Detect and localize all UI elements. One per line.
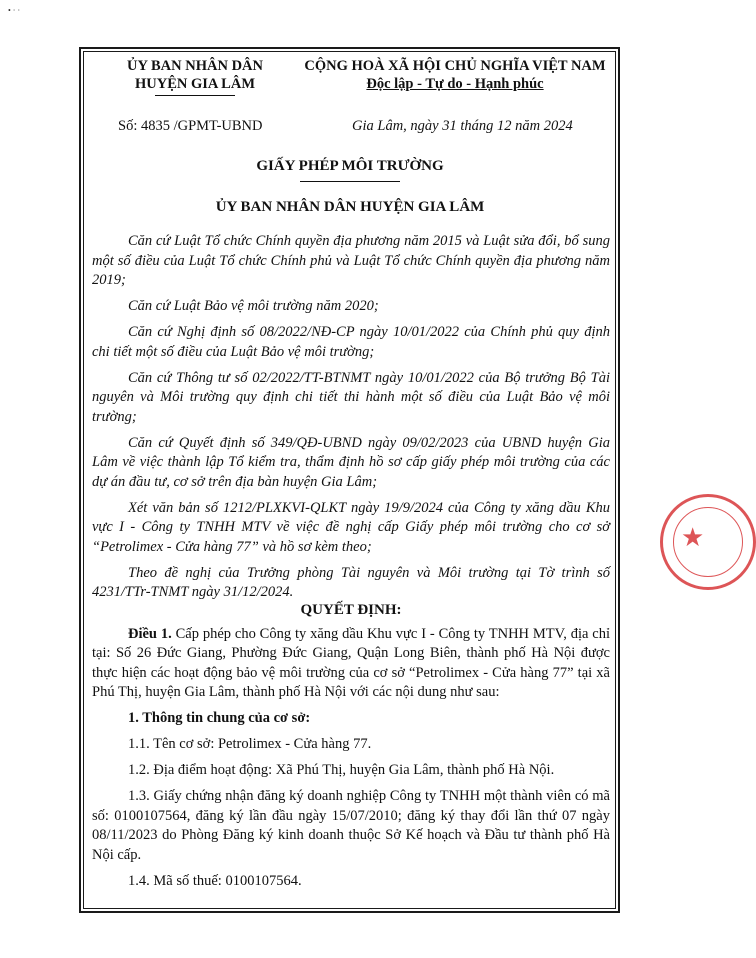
info-item: 1.3. Giấy chứng nhận đăng ký doanh nghiệp Công ty TNHH một thành viên có mã số: 0100107564, đăng ký lần đầu ngày 15/07/2010; đăng ký thay đổi lần thứ 07 ngày 08/11/2023 do Phòng Đăng ký kinh doanh thuộc Sở Kế hoạch và Đầu tư thành phố Hà Nội cấp. — [92, 788, 610, 863]
scan-specks: • · · — [8, 6, 21, 15]
preamble-paragraph: Căn cứ Nghị định số 08/2022/NĐ-CP ngày 10/01/2022 của Chính phủ quy định chi tiết một số điều của Luật Bảo vệ môi trường; — [92, 324, 610, 360]
preamble-paragraph: Xét văn bản số 1212/PLXKVI-QLKT ngày 19/9/2024 của Công ty xăng dầu Khu vực I - Công ty TNHH MTV về việc đề nghị cấp Giấy phép môi trường cho cơ sở “Petrolimex - Cửa hàng 77” và hồ sơ kèm theo; — [92, 499, 610, 555]
info-item: 1.1. Tên cơ sở: Petrolimex - Cửa hàng 77. — [128, 736, 372, 752]
title-underline — [300, 181, 400, 182]
issuer-header — [100, 57, 290, 96]
section-1-title: 1. Thông tin chung của cơ sở: — [128, 710, 311, 726]
document-date: Gia Lâm, ngày 31 tháng 12 năm 2024 — [352, 118, 573, 134]
preamble-paragraph: Căn cứ Thông tư số 02/2022/TT-BTNMT ngày 10/01/2022 của Bộ trưởng Bộ Tài nguyên và Môi trường quy định chi tiết thi hành một số điều của Luật Bảo vệ môi trường; — [92, 369, 610, 425]
document-number: Số: 4835 /GPMT-UBND — [118, 118, 263, 134]
info-item: 1.2. Địa điểm hoạt động: Xã Phú Thị, huyện Gia Lâm, thành phố Hà Nội. — [128, 762, 555, 778]
preamble — [92, 232, 610, 609]
article-1 — [92, 625, 610, 703]
decision-title: QUYẾT ĐỊNH: — [300, 602, 402, 618]
seal-star-icon: ★ — [681, 523, 705, 552]
decision-body — [92, 600, 610, 898]
national-header — [296, 57, 614, 93]
issuer-title: ỦY BAN NHÂN DÂN HUYỆN GIA LÂM — [215, 199, 485, 215]
preamble-paragraph: Căn cứ Quyết định số 349/QĐ-UBND ngày 09/02/2023 của UBND huyện Gia Lâm về việc thành lập Tổ kiểm tra, thẩm định hồ sơ cấp giấy phép môi trường của các dự án đầu tư, cơ sở trên địa bàn huyện Gia Lâm; — [92, 434, 610, 490]
article-1-label: Điều 1. — [128, 625, 172, 642]
preamble-paragraph: Theo đề nghị của Trưởng phòng Tài nguyên và Môi trường tại Tờ trình số 4231/TTr-TNMT ngày 31/12/2024. — [92, 564, 610, 600]
issuer-line-2: HUYỆN GIA LÂM — [134, 76, 256, 92]
issuer-underline — [155, 95, 235, 96]
national-title: CỘNG HOÀ XÃ HỘI CHỦ NGHĨA VIỆT NAM — [304, 58, 606, 74]
preamble-paragraph: Căn cứ Luật Bảo vệ môi trường năm 2020; — [128, 298, 379, 314]
issuer-line-1: ỦY BAN NHÂN DÂN — [126, 58, 263, 74]
document-title: GIẤY PHÉP MÔI TRƯỜNG — [256, 158, 444, 174]
info-item: 1.4. Mã số thuế: 0100107564. — [128, 872, 302, 889]
article-1-text: Cấp phép cho Công ty xăng dầu Khu vực I - Công ty TNHH MTV, địa chỉ tại: Số 26 Đức Giang, Phường Đức Giang, Quận Long Biên, thành phố Hà Nội được thực hiện các hoạt động bảo vệ môi trường của cơ sở “Petrolimex - Cửa hàng 77” tại xã Phú Thị, huyện Gia Lâm, thành phố Hà Nội với các nội dung như sau: — [92, 625, 611, 700]
preamble-paragraph: Căn cứ Luật Tổ chức Chính quyền địa phương năm 2015 và Luật sửa đổi, bổ sung một số điều của Luật Tổ chức Chính phủ và Luật Tổ chức Chính quyền địa phương năm 2019; — [92, 233, 610, 288]
official-seal — [660, 494, 756, 590]
national-motto: Độc lập - Tự do - Hạnh phúc — [366, 76, 544, 92]
